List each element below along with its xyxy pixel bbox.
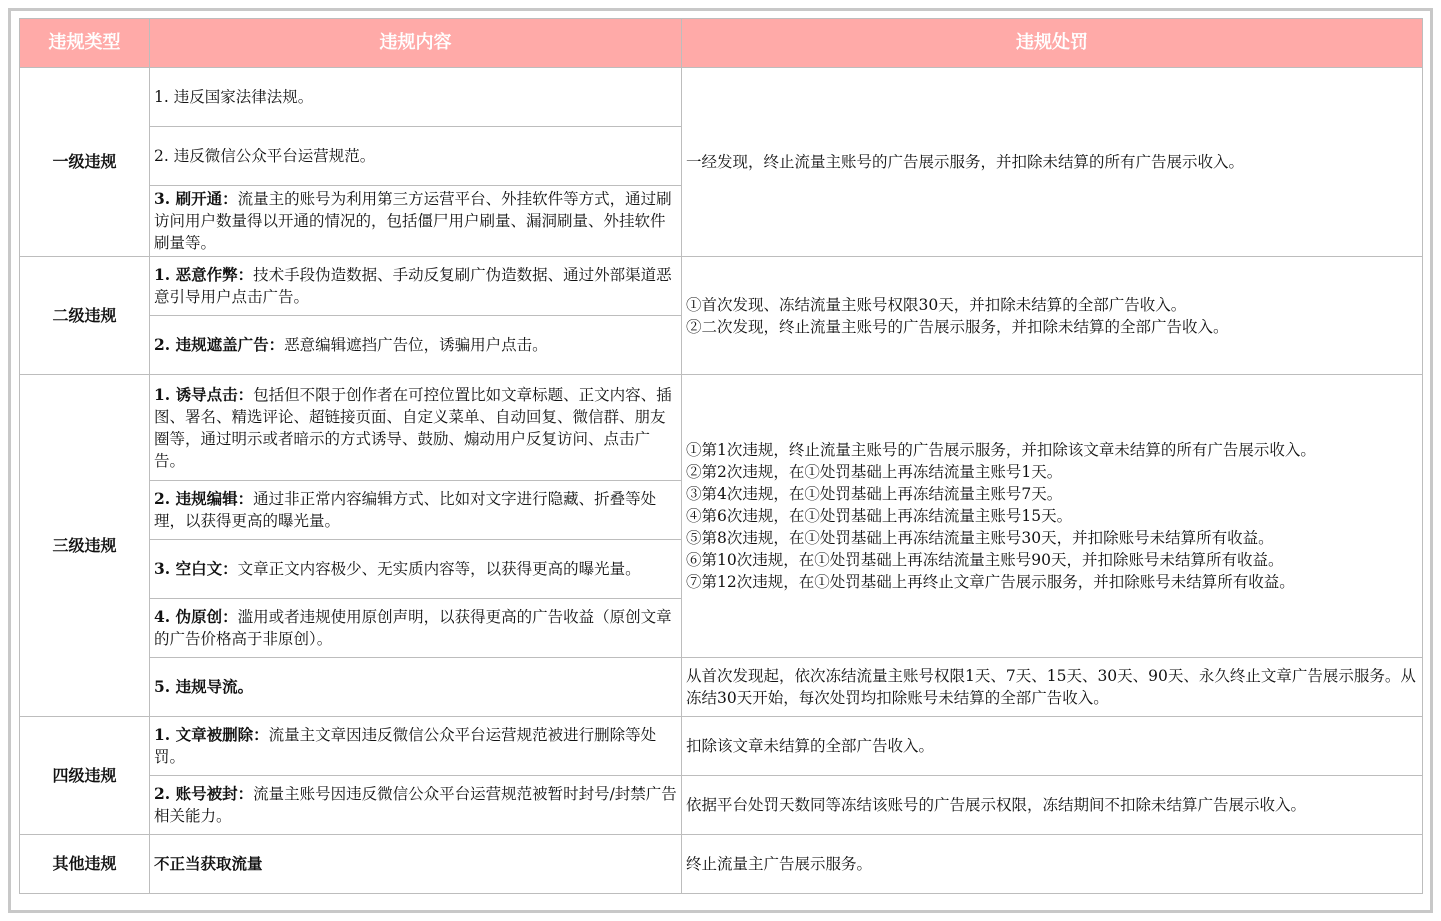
level3-item-4-lead: 4. 伪原创： xyxy=(154,607,238,626)
level1-item-3-text: 流量主的账号为利用第三方运营平台、外挂软件等方式，通过刷访问用户数量得以开通的情况的，包括僵尸用户刷量、漏洞刷量、外挂软件刷量等。 xyxy=(154,190,672,252)
header-violation-content: 违规内容 xyxy=(150,19,682,68)
other-type: 其他违规 xyxy=(20,835,150,894)
level2-penalty-line-2: ②二次发现，终止流量主账号的广告展示服务，并扣除未结算的全部广告收入。 xyxy=(686,317,1229,336)
level3-item-1-text: 包括但不限于创作者在可控位置比如文章标题、正文内容、插图、署名、精选评论、超链接页面、自定义菜单、自动回复、微信群、朋友圈等，通过明示或者暗示的方式诱导、鼓励、煽动用户反复访问、点击广告。 xyxy=(154,385,672,470)
level1-item-1-text: 1. 违反国家法律法规。 xyxy=(154,88,314,106)
level3-item-4-text: 滥用或者违规使用原创声明，以获得更高的广告收益（原创文章的广告价格高于非原创）。 xyxy=(154,608,672,648)
violation-rules-table xyxy=(19,18,1423,894)
level3-item-5 xyxy=(150,658,682,717)
level3-penalty-line-7: ⑦第12次违规，在①处罚基础上再终止文章广告展示服务，并扣除账号未结算所有收益。 xyxy=(686,573,1295,591)
level3-item-3 xyxy=(150,540,682,599)
header-violation-type: 违规类型 xyxy=(20,19,150,68)
level3-item-3-lead: 3. 空白文： xyxy=(154,559,238,578)
other-content xyxy=(150,835,682,894)
other-penalty: 终止流量主广告展示服务。 xyxy=(682,835,1423,894)
level3-item-1-lead: 1. 诱导点击： xyxy=(154,384,254,404)
level2-item-2 xyxy=(150,316,682,375)
level3-item-2 xyxy=(150,481,682,540)
table-row xyxy=(20,257,1423,316)
table-header-row xyxy=(20,19,1423,68)
level3-penalty-line-3: ③第4次违规，在①处罚基础上再冻结流量主账号7天。 xyxy=(686,485,1063,503)
level4-penalty-1: 扣除该文章未结算的全部广告收入。 xyxy=(682,717,1423,776)
level4-item-1-lead: 1. 文章被删除： xyxy=(154,725,269,744)
level3-item-1 xyxy=(150,375,682,481)
table-row xyxy=(20,835,1423,894)
level1-penalty: 一经发现，终止流量主账号的广告展示服务，并扣除未结算的所有广告展示收入。 xyxy=(682,68,1423,257)
level3-penalty xyxy=(682,375,1423,658)
level4-item-2-lead: 2. 账号被封： xyxy=(154,784,254,803)
level3-penalty-divert: 从首次发现起，依次冻结流量主账号权限1天、7天、15天、30天、90天、永久终止文章广告展示服务。从冻结30天开始，每次处罚均扣除账号未结算的全部广告收入。 xyxy=(682,658,1423,717)
level1-type: 一级违规 xyxy=(20,68,150,257)
table-row xyxy=(20,658,1423,717)
level4-item-2-text: 流量主账号因违反微信公众平台运营规范被暂时封号/封禁广告相关能力。 xyxy=(154,785,677,825)
level1-item-3 xyxy=(150,186,682,257)
level4-item-1-text: 流量主文章因违反微信公众平台运营规范被进行删除等处罚。 xyxy=(154,726,657,766)
level2-penalty xyxy=(682,257,1423,375)
level3-penalty-line-5: ⑤第8次违规，在①处罚基础上再冻结流量主账号30天，并扣除账号未结算所有收益。 xyxy=(686,529,1274,547)
other-content-text: 不正当获取流量 xyxy=(154,854,263,873)
table-row xyxy=(20,717,1423,776)
table-row xyxy=(20,68,1423,127)
level2-penalty-line-1: ①首次发现、冻结流量主账号权限30天，并扣除未结算的全部广告收入。 xyxy=(686,295,1187,314)
level2-item-2-lead: 2. 违规遮盖广告： xyxy=(154,335,285,354)
level2-item-2-text: 恶意编辑遮挡广告位，诱骗用户点击。 xyxy=(284,336,548,354)
level3-item-2-text: 通过非正常内容编辑方式、比如对文字进行隐藏、折叠等处理，以获得更高的曝光量。 xyxy=(154,490,657,530)
level2-item-1 xyxy=(150,257,682,316)
header-violation-penalty: 违规处罚 xyxy=(682,19,1423,68)
table-row xyxy=(20,375,1423,481)
level3-item-3-text: 文章正文内容极少、无实质内容等，以获得更高的曝光量。 xyxy=(237,560,641,578)
level2-item-1-lead: 1. 恶意作弊： xyxy=(154,265,254,284)
level1-item-3-lead: 3. 刷开通： xyxy=(154,189,238,208)
level4-item-2 xyxy=(150,776,682,835)
table-row xyxy=(20,776,1423,835)
level2-type: 二级违规 xyxy=(20,257,150,375)
level2-item-1-text: 技术手段伪造数据、手动反复刷广伪造数据、通过外部渠道恶意引导用户点击广告。 xyxy=(154,266,672,306)
level3-penalty-line-1: ①第1次违规，终止流量主账号的广告展示服务，并扣除该文章未结算的所有广告展示收入。 xyxy=(686,441,1316,459)
level3-penalty-line-6: ⑥第10次违规，在①处罚基础上再冻结流量主账号90天，并扣除账号未结算所有收益。 xyxy=(686,551,1284,569)
level4-type: 四级违规 xyxy=(20,717,150,835)
level3-item-2-lead: 2. 违规编辑： xyxy=(154,489,254,508)
level4-item-1 xyxy=(150,717,682,776)
level4-penalty-2: 依据平台处罚天数同等冻结该账号的广告展示权限，冻结期间不扣除未结算广告展示收入。 xyxy=(682,776,1423,835)
level3-penalty-line-4: ④第6次违规，在①处罚基础上再冻结流量主账号15天。 xyxy=(686,507,1073,525)
level1-item-1 xyxy=(150,68,682,127)
level1-item-2-text: 2. 违反微信公众平台运营规范。 xyxy=(154,147,376,165)
level3-penalty-line-2: ②第2次违规，在①处罚基础上再冻结流量主账号1天。 xyxy=(686,463,1063,481)
level3-type: 三级违规 xyxy=(20,375,150,717)
level1-item-2 xyxy=(150,127,682,186)
level3-item-4 xyxy=(150,599,682,658)
level3-item-5-lead: 5. 违规导流。 xyxy=(154,677,254,696)
